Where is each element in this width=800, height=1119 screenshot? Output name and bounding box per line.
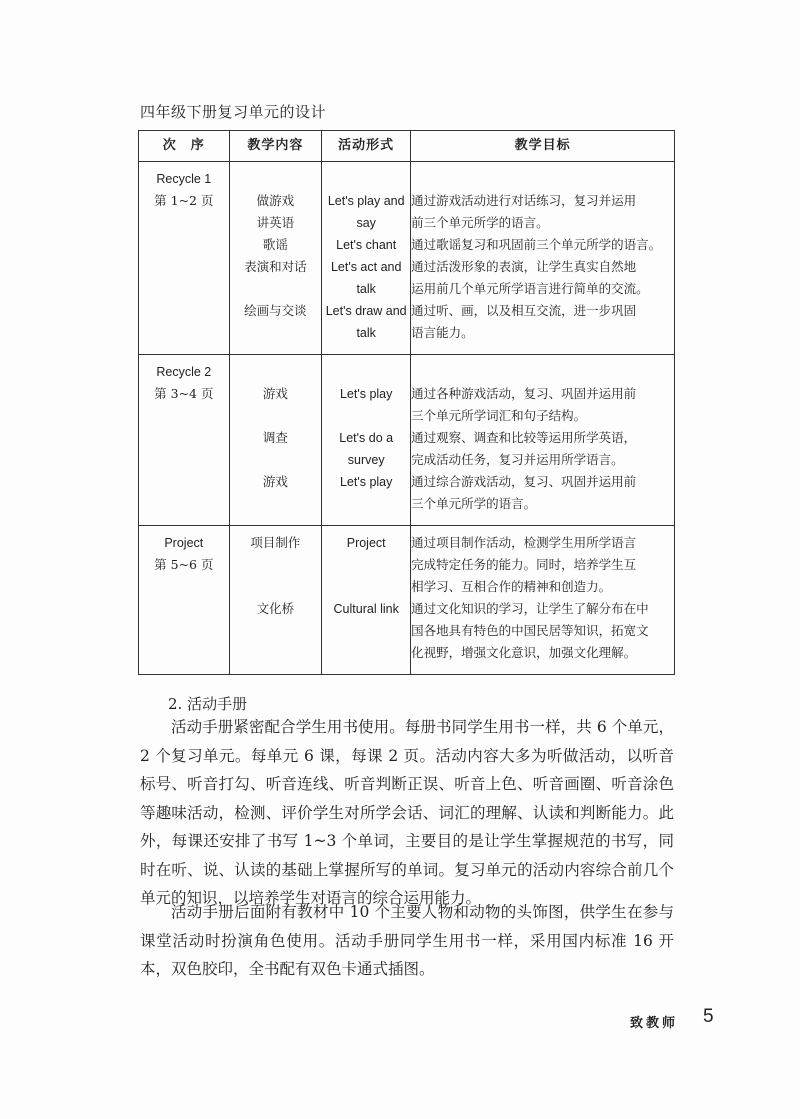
header-form: 活动形式 <box>322 131 411 162</box>
form-cell <box>322 526 411 675</box>
goal-line: 三个单元所学的语言。 <box>411 496 537 511</box>
form-cell <box>322 162 411 355</box>
order-cell <box>139 162 230 355</box>
form-item: talk <box>356 326 376 340</box>
goal-line: 化视野，增强文化意识，加强文化理解。 <box>411 645 637 660</box>
content-item: 歌谣 <box>262 237 288 252</box>
content-item: 游戏 <box>262 386 288 401</box>
header-content: 教学内容 <box>229 131 322 162</box>
order-unit: Recycle 1 <box>156 172 212 186</box>
content-item: 游戏 <box>262 474 288 489</box>
form-item: talk <box>356 282 376 296</box>
goal-line: 通过活泼形象的表演，让学生真实自然地 <box>411 259 637 274</box>
content-item: 文化桥 <box>256 601 295 616</box>
goal-line: 通过观察、调查和比较等运用所学英语， <box>411 430 637 445</box>
form-item: Let's play <box>339 475 393 489</box>
goal-line: 通过综合游戏活动，复习、巩固并运用前 <box>411 474 637 489</box>
goal-line: 通过文化知识的学习，让学生了解分布在中 <box>411 601 649 616</box>
order-cell <box>139 526 230 675</box>
goal-line: 通过歌谣复习和巩固前三个单元所学的语言。 <box>411 237 662 252</box>
content-item: 项目制作 <box>250 535 301 550</box>
form-item: say <box>356 216 376 230</box>
header-order: 次 序 <box>139 131 230 162</box>
order-cell <box>139 355 230 526</box>
goal-line: 语言能力。 <box>411 325 474 340</box>
goal-line: 三个单元所学词汇和句子结构。 <box>411 408 587 423</box>
table-header-row <box>139 131 675 162</box>
goal-line: 运用前几个单元所学语言进行简单的交流。 <box>411 281 649 296</box>
goal-line: 相学习、互相合作的精神和创造力。 <box>411 579 612 594</box>
goal-line: 完成活动任务，复习并运用所学语言。 <box>411 452 624 467</box>
order-unit: Recycle 2 <box>156 365 212 379</box>
form-item: Project <box>346 536 386 550</box>
content-cell <box>229 526 322 675</box>
content-cell <box>229 355 322 526</box>
goal-line: 完成特定任务的能力。同时，培养学生互 <box>411 557 637 572</box>
goal-cell <box>411 526 675 675</box>
table-row-recycle-1 <box>139 162 675 355</box>
page-number: 5 <box>703 1006 714 1027</box>
order-unit: Project <box>164 536 204 550</box>
header-goal: 教学目标 <box>411 131 675 162</box>
goal-line: 通过项目制作活动，检测学生用所学语言 <box>411 535 637 550</box>
body-paragraph: 活动手册后面附有教材中 10 个主要人物和动物的头饰图，供学生在参与课堂活动时扮演角色使用。活动手册同学生用书一样，采用国内标准 16 开本，双色胶印，全书配有双色卡通式插图。 <box>140 903 674 978</box>
footer-label: 致教师 <box>630 1016 679 1031</box>
goal-line: 通过游戏活动进行对话练习，复习并运用 <box>411 193 637 208</box>
order-pages: 第 3~4 页 <box>154 386 214 401</box>
goal-line: 通过各种游戏活动，复习、巩固并运用前 <box>411 386 637 401</box>
order-pages: 第 1~2 页 <box>154 193 214 208</box>
content-item: 绘画与交谈 <box>244 303 307 318</box>
form-item: Let's play and <box>327 194 405 208</box>
form-item: Let's chant <box>336 238 397 252</box>
form-item: Let's do a <box>339 431 394 445</box>
content-item: 做游戏 <box>256 193 295 208</box>
table-row-project <box>139 526 675 675</box>
goal-cell <box>411 162 675 355</box>
table-caption: 四年级下册复习单元的设计 <box>140 103 327 121</box>
goal-line: 通过听、画，以及相互交流，进一步巩固 <box>411 303 637 318</box>
body-paragraph: 活动手册紧密配合学生用书使用。每册书同学生用书一样，共 6 个单元，2 个复习单元。每单元 6 课，每课 2 页。活动内容大多为听做活动，以听音标号、听音打勾、听音连线、听音判断正误、听音上色、听音画圈、听音涂色等趣味活动，检测、评价学生对所学会话、词汇的理解、认读和判断能力。此外，每课还安排了书写 1~3 个单词，主要目的是让学生掌握规范的书写，同时在听、说、认读的基础上掌握所写的单词。复习单元的活动内容综合前几个单元的知识，以培养学生对语言的综合运用能力。 <box>140 718 674 907</box>
form-item: Let's act and <box>330 260 402 274</box>
form-item: Let's play <box>339 387 393 401</box>
goal-line: 前三个单元所学的语言。 <box>411 215 549 230</box>
content-item: 讲英语 <box>256 215 295 230</box>
content-item: 表演和对话 <box>244 259 307 274</box>
review-unit-design-table <box>138 130 675 675</box>
content-cell <box>229 162 322 355</box>
content-item: 调查 <box>262 430 288 445</box>
form-item: Cultural link <box>333 602 399 616</box>
table-row-recycle-2 <box>139 355 675 526</box>
form-item: Let's draw and <box>325 304 407 318</box>
goal-cell <box>411 355 675 526</box>
goal-line: 国各地具有特色的中国民居等知识，拓宽文 <box>411 623 649 638</box>
form-cell <box>322 355 411 526</box>
order-pages: 第 5~6 页 <box>154 557 214 572</box>
form-item: survey <box>347 453 385 467</box>
section-heading: 2. 活动手册 <box>168 695 248 713</box>
